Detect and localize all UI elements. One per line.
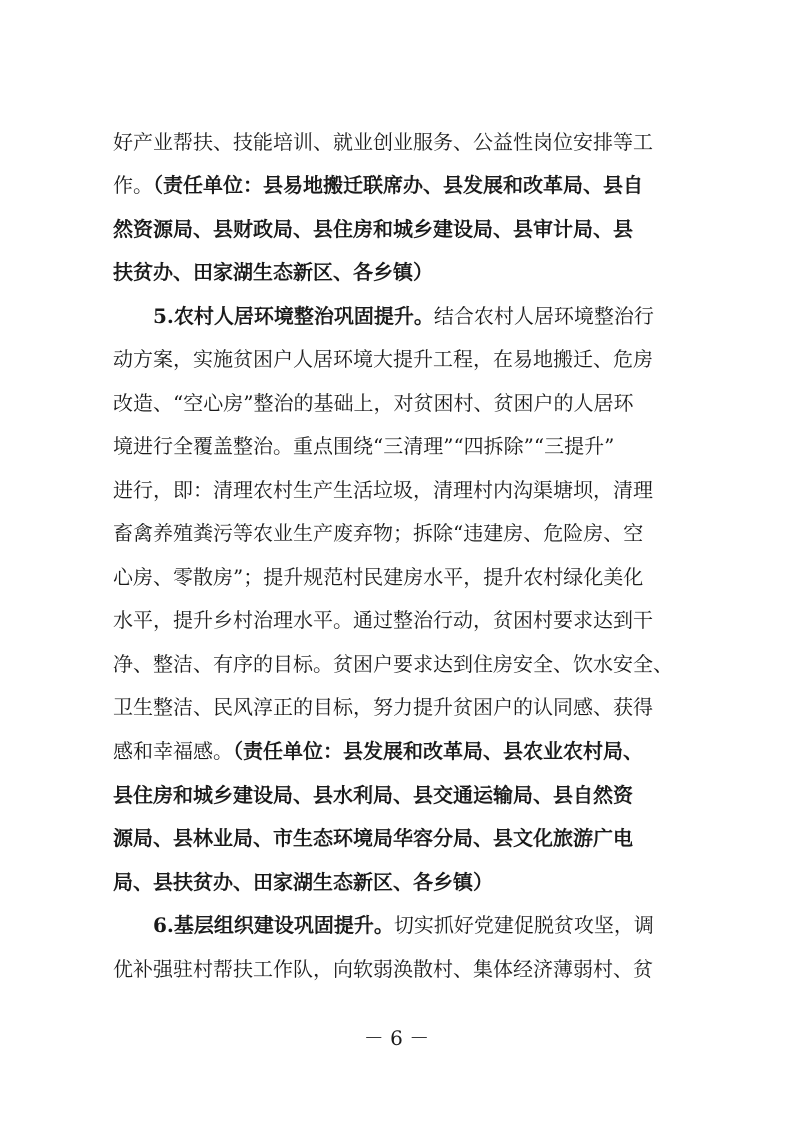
- bold-text-run: （责任单位：县易地搬迁联席办、县发展和改革局、县自: [153, 173, 643, 197]
- text-run: 好产业帮扶、技能培训、就业创业服务、公益性岗位安排等工: [113, 130, 653, 154]
- text-run: 改造、“空心房”整治的基础上，对贫困村、贫困户的人居环: [113, 391, 634, 415]
- bold-text-run: （责任单位：县发展和改革局、县农业农村局、: [233, 739, 643, 763]
- text-line: [113, 165, 683, 205]
- page-number: － 6 －: [363, 1026, 430, 1050]
- text-line: [113, 687, 683, 727]
- text-line: [153, 296, 683, 336]
- bold-text-run: 扶贫办、田家湖生态新区、各乡镇）: [113, 260, 433, 284]
- text-line: [113, 557, 683, 597]
- text-run: 感和幸福感。: [113, 739, 233, 763]
- text-run: 净、整洁、有序的目标。贫困户要求达到住房安全、饮水安全、: [113, 652, 673, 676]
- text-run: 结合农村人居环境整治行: [433, 304, 654, 328]
- text-run: 切实抓好党建促脱贫攻坚，调: [393, 913, 654, 937]
- text-line: [113, 775, 683, 815]
- text-line: [153, 905, 683, 945]
- text-line: [113, 513, 683, 553]
- text-run: 卫生整洁、民风淳正的目标，努力提升贫困户的认同感、获得: [113, 695, 653, 719]
- bold-text-run: 县住房和城乡建设局、县水利局、县交通运输局、县自然资: [113, 783, 633, 807]
- text-run: 作。: [113, 173, 153, 197]
- text-line: [113, 818, 683, 858]
- text-line: [113, 600, 683, 640]
- bold-text-run: 5.农村人居环境整治巩固提升。: [153, 304, 434, 328]
- bold-text-run: 源局、县林业局、市生态环境局华容分局、县文化旅游广电: [113, 826, 633, 850]
- text-line: [113, 383, 683, 423]
- text-line: [113, 426, 683, 466]
- text-run: 优补强驻村帮扶工作队，向软弱涣散村、集体经济薄弱村、贫: [113, 957, 653, 981]
- bold-text-run: 6.基层组织建设巩固提升。: [153, 913, 394, 937]
- text-line: [113, 122, 683, 162]
- text-line: [113, 949, 683, 989]
- text-line: [113, 470, 683, 510]
- text-run: 心房、零散房”；提升规范村民建房水平，提升农村绿化美化: [113, 565, 644, 589]
- text-run: 进行，即：清理农村生产生活垃圾，清理村内沟渠塘坝，清理: [113, 478, 653, 502]
- text-line: [113, 252, 683, 292]
- text-line: [113, 209, 683, 249]
- text-line: [113, 862, 683, 902]
- bold-text-run: 局、县扶贫办、田家湖生态新区、各乡镇）: [113, 870, 493, 894]
- text-run: 境进行全覆盖整治。重点围绕“三清理”“四拆除”“三提升”: [113, 434, 615, 458]
- text-run: 动方案，实施贫困户人居环境大提升工程，在易地搬迁、危房: [113, 347, 653, 371]
- text-run: 水平，提升乡村治理水平。通过整治行动，贫困村要求达到干: [113, 608, 653, 632]
- text-line: [113, 731, 683, 771]
- bold-text-run: 然资源局、县财政局、县住房和城乡建设局、县审计局、县: [113, 217, 633, 241]
- text-line: [113, 644, 683, 684]
- text-run: 畜禽养殖粪污等农业生产废弃物；拆除“违建房、危险房、空: [113, 521, 644, 545]
- text-line: [113, 339, 683, 379]
